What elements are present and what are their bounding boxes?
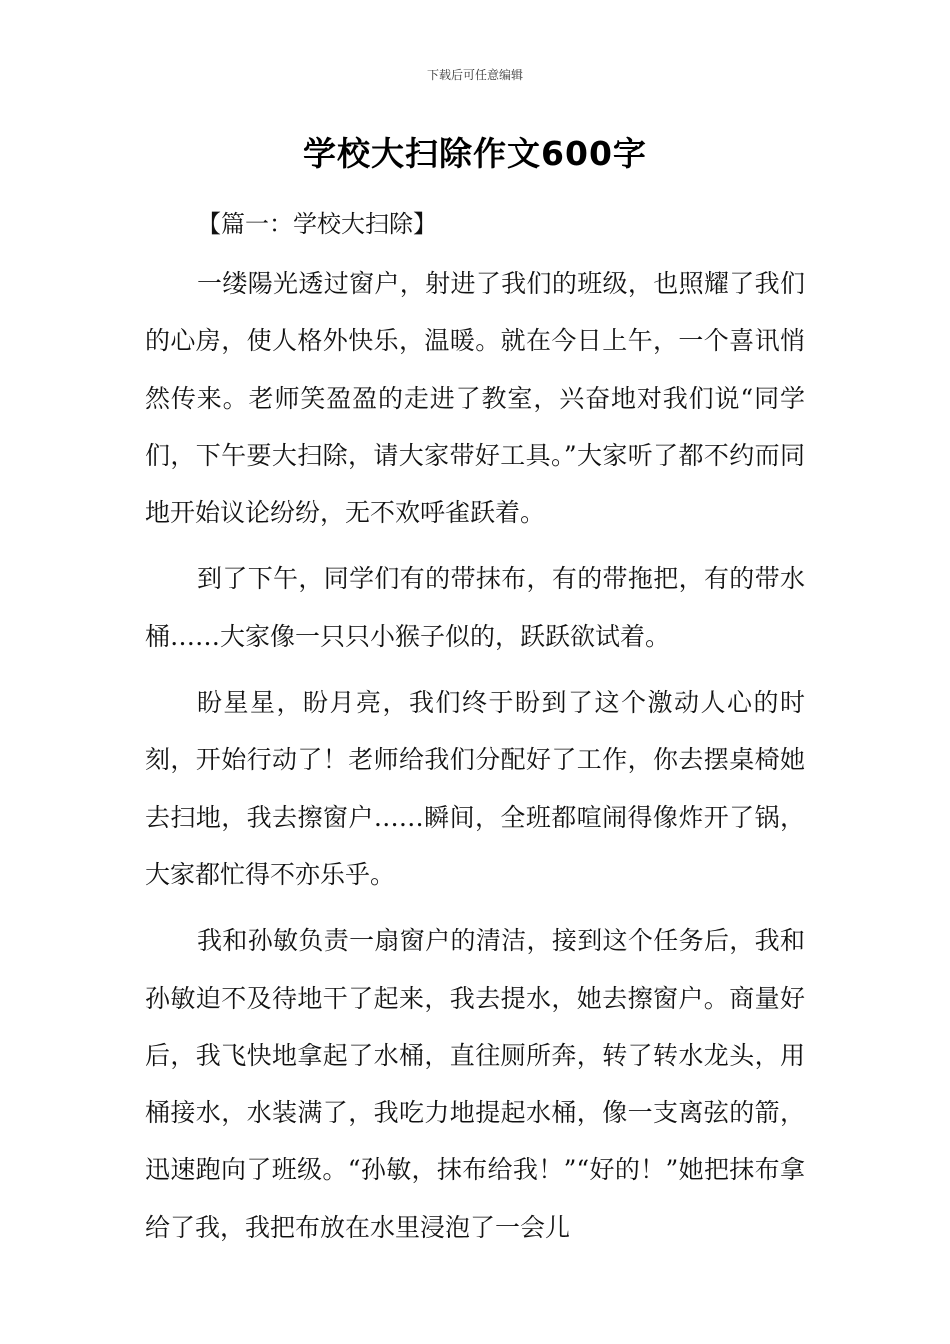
paragraph-3: 盼星星，盼月亮，我们终于盼到了这个激动人心的时刻，开始行动了！老师给我们分配好了工作，你去摆桌椅她去扫地，我去擦窗户……瞬间，全班都喧闹得像炸开了锅，大家都忙得不亦乐乎。 [145,688,805,889]
document-title: 学校大扫除作文600字 [303,134,647,173]
paragraph-2: 到了下午，同学们有的带抹布，有的带拖把，有的带水桶……大家像一只只小猴子似的，跃跃欲试着。 [145,564,805,651]
paragraph-4: 我和孙敏负责一扇窗户的清洁，接到这个任务后，我和孙敏迫不及待地干了起来，我去提水，她去擦窗户。商量好后，我飞快地拿起了水桶，直往厕所奔，转了转水龙头，用桶接水，水装满了，我吃力地提起水桶，像一支离弦的箭，迅速跑向了班级。“孙敏，抹布给我！”“好的！”她把抹布拿给了我，我把布放在水里浸泡了一会儿 [145,926,805,1242]
essay-body [145,255,805,1265]
paragraph-1: 一缕陽光透过窗户，射进了我们的班级，也照耀了我们的心房，使人格外快乐，温暖。就在今日上午，一个喜讯悄然传来。老师笑盈盈的走进了教室，兴奋地对我们说“同学们，下午要大扫除，请大家带好工具。”大家听了都不约而同地开始议论纷纷，无不欢呼雀跃着。 [145,269,805,528]
section-heading: 【篇一：学校大扫除】 [197,210,437,238]
header-note: 下载后可任意编辑 [426,68,523,82]
